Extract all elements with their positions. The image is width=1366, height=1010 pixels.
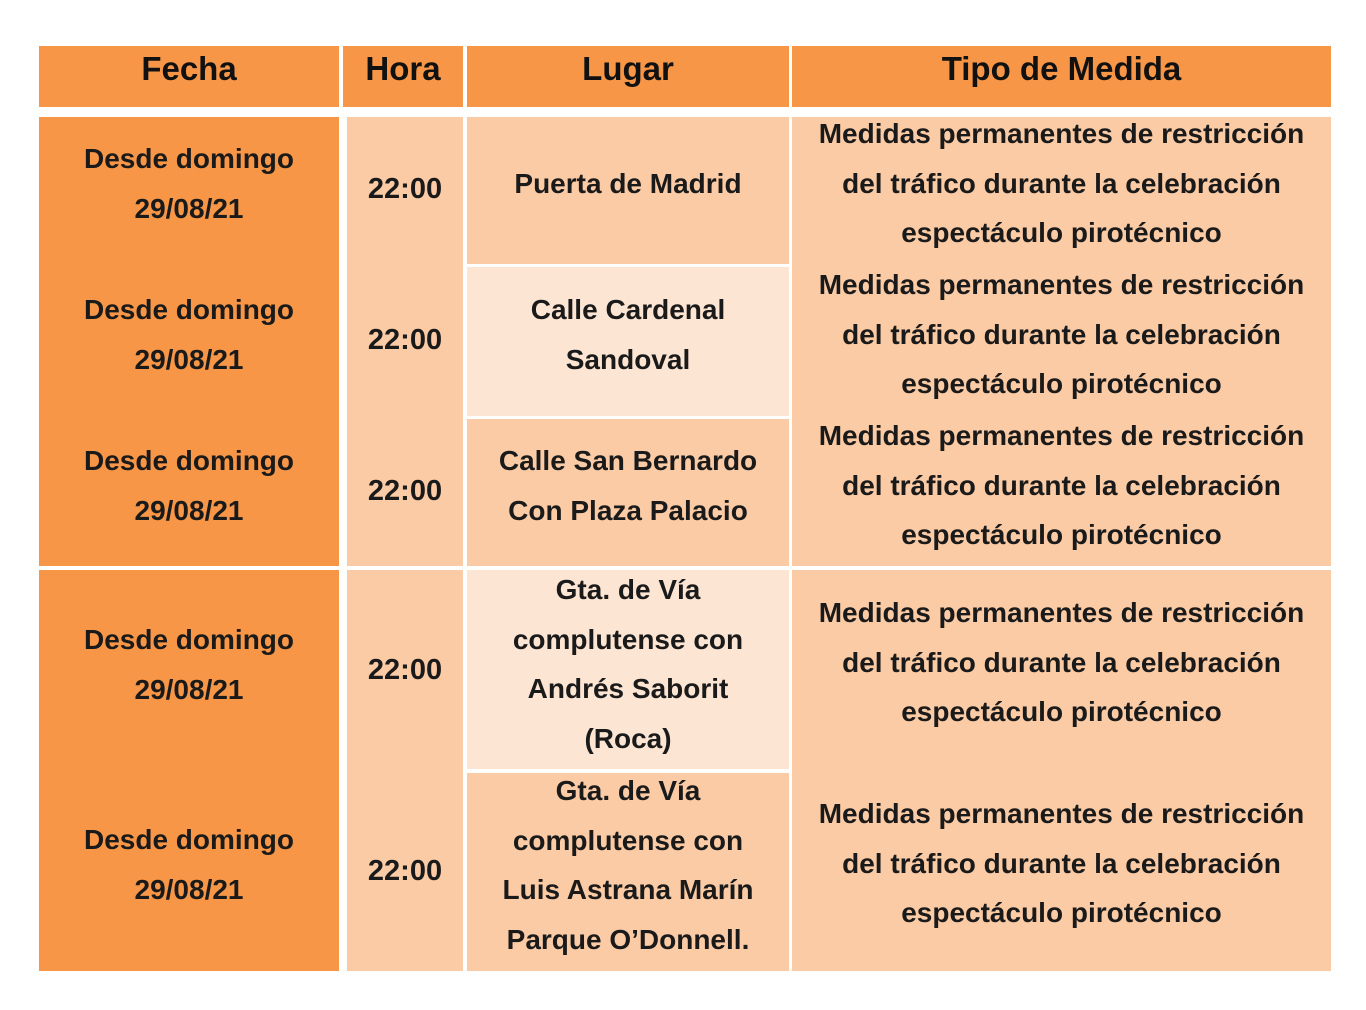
fecha-text-3: Desde domingo 29/08/21 xyxy=(83,445,294,526)
fecha-text-4: Desde domingo 29/08/21 xyxy=(83,624,294,705)
hora-text-1: 22:00 xyxy=(367,173,443,205)
hora-group-2 xyxy=(347,570,463,971)
table-header-row xyxy=(39,46,1331,107)
header-hora: Hora xyxy=(343,46,463,107)
lugar-text-1: Puerta de Madrid xyxy=(514,168,742,199)
tipo-text-5: Medidas permanentes de restricción del tráfico durante la celebración espectáculo pirotécnico xyxy=(818,798,1305,929)
lugar-text-2: Calle Cardenal Sandoval xyxy=(530,294,726,375)
header-lugar: Lugar xyxy=(467,46,789,107)
fecha-text-5: Desde domingo 29/08/21 xyxy=(83,824,294,905)
header-tipo: Tipo de Medida xyxy=(792,46,1331,107)
tipo-text-4: Medidas permanentes de restricción del tráfico durante la celebración espectáculo pirotécnico xyxy=(818,597,1305,728)
tipo-text-3: Medidas permanentes de restricción del tráfico durante la celebración espectáculo pirotécnico xyxy=(818,420,1305,551)
tipo-text-2: Medidas permanentes de restricción del tráfico durante la celebración espectáculo pirotécnico xyxy=(818,269,1305,400)
lugar-text-4: Gta. de Vía complutense con Andrés Saborit (Roca) xyxy=(512,574,744,755)
hora-text-4: 22:00 xyxy=(367,654,443,686)
header-fecha: Fecha xyxy=(39,46,339,107)
hora-text-5: 22:00 xyxy=(367,855,443,887)
hora-text-2: 22:00 xyxy=(367,324,443,356)
fecha-text-1: Desde domingo 29/08/21 xyxy=(83,143,294,224)
lugar-text-5: Gta. de Vía complutense con Luis Astrana Marín Parque O’Donnell. xyxy=(502,775,754,956)
tipo-text-1: Medidas permanentes de restricción del tráfico durante la celebración espectáculo pirotécnico xyxy=(818,118,1305,249)
lugar-text-3: Calle San Bernardo Con Plaza Palacio xyxy=(498,445,758,526)
fecha-text-2: Desde domingo 29/08/21 xyxy=(83,294,294,375)
hora-text-3: 22:00 xyxy=(367,475,443,507)
